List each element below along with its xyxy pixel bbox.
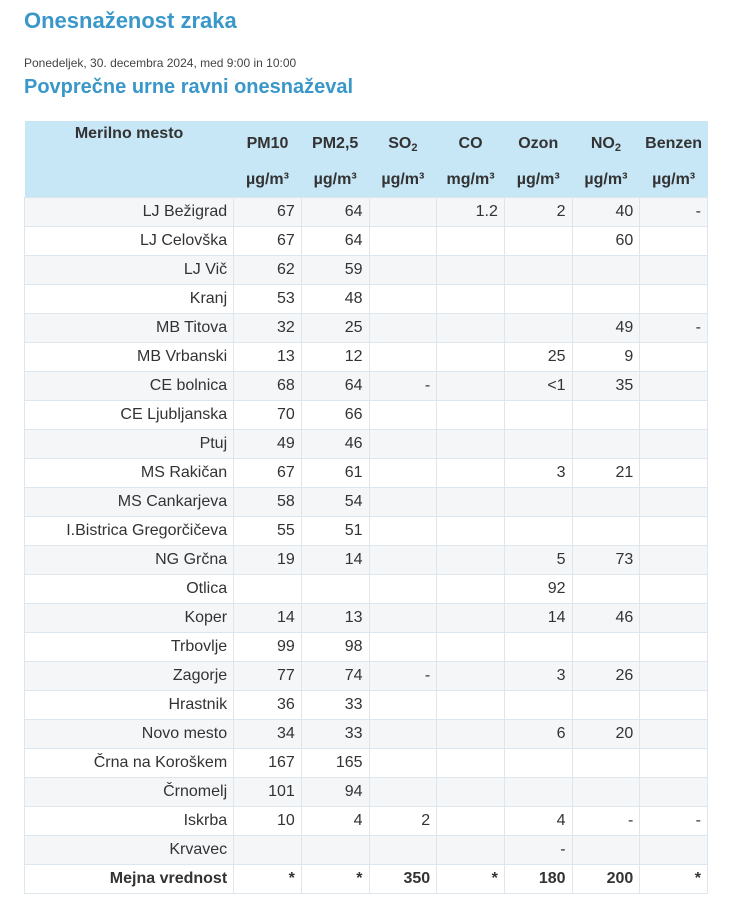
value-cell: -	[640, 198, 708, 227]
value-cell	[437, 488, 505, 517]
value-cell	[640, 227, 708, 256]
value-cell: 180	[504, 865, 572, 894]
table-row	[25, 372, 708, 401]
site-name: Iskrba	[25, 807, 234, 836]
table-row	[25, 720, 708, 749]
column-unit-1: µg/m³	[301, 163, 369, 198]
column-name: PM10	[246, 135, 289, 152]
value-cell	[369, 430, 437, 459]
value-cell: 25	[504, 343, 572, 372]
value-cell	[640, 691, 708, 720]
value-cell: 64	[301, 372, 369, 401]
site-name: CE Ljubljanska	[25, 401, 234, 430]
value-cell: 92	[504, 575, 572, 604]
column-unit-4: µg/m³	[504, 163, 572, 198]
value-cell	[369, 604, 437, 633]
value-cell	[234, 836, 302, 865]
value-cell	[572, 256, 640, 285]
value-cell: 101	[234, 778, 302, 807]
column-header-1	[301, 121, 369, 163]
value-cell	[640, 488, 708, 517]
value-cell	[640, 285, 708, 314]
value-cell: 48	[301, 285, 369, 314]
value-cell	[369, 314, 437, 343]
value-cell	[640, 372, 708, 401]
table-row	[25, 285, 708, 314]
header-row-names	[25, 121, 708, 163]
value-cell: 200	[572, 865, 640, 894]
value-cell: 14	[234, 604, 302, 633]
value-cell: 36	[234, 691, 302, 720]
table-subtitle: Povprečne urne ravni onesnaževal	[24, 76, 354, 98]
value-cell: 77	[234, 662, 302, 691]
column-subscript: 2	[411, 141, 418, 154]
value-cell	[301, 836, 369, 865]
value-cell: 40	[572, 198, 640, 227]
value-cell	[640, 517, 708, 546]
value-cell	[640, 778, 708, 807]
value-cell	[437, 343, 505, 372]
value-cell	[437, 778, 505, 807]
value-cell: 73	[572, 546, 640, 575]
value-cell: 2	[369, 807, 437, 836]
value-cell: -	[640, 314, 708, 343]
value-cell	[369, 691, 437, 720]
column-header-0	[234, 121, 302, 163]
value-cell	[504, 633, 572, 662]
value-cell: 49	[234, 430, 302, 459]
value-cell	[504, 517, 572, 546]
value-cell: 67	[234, 198, 302, 227]
value-cell	[640, 459, 708, 488]
column-header-6	[640, 121, 708, 163]
column-header-5	[572, 121, 640, 163]
value-cell: 60	[572, 227, 640, 256]
table-row	[25, 198, 708, 227]
value-cell	[504, 749, 572, 778]
value-cell: <1	[504, 372, 572, 401]
value-cell	[234, 575, 302, 604]
value-cell: 33	[301, 691, 369, 720]
table-row	[25, 227, 708, 256]
column-header-4	[504, 121, 572, 163]
value-cell	[437, 749, 505, 778]
value-cell	[437, 546, 505, 575]
value-cell	[369, 633, 437, 662]
value-cell	[437, 459, 505, 488]
column-name: SO	[388, 134, 412, 152]
value-cell	[640, 430, 708, 459]
value-cell	[572, 517, 640, 546]
value-cell: *	[437, 865, 505, 894]
table-body	[25, 198, 708, 894]
value-cell	[437, 691, 505, 720]
value-cell	[369, 227, 437, 256]
value-cell: 62	[234, 256, 302, 285]
value-cell: 1.2	[437, 198, 505, 227]
value-cell: 59	[301, 256, 369, 285]
value-cell	[572, 430, 640, 459]
site-name: Otlica	[25, 575, 234, 604]
site-name: Hrastnik	[25, 691, 234, 720]
value-cell	[572, 778, 640, 807]
site-name: CE bolnica	[25, 372, 234, 401]
value-cell	[437, 372, 505, 401]
site-name: LJ Vič	[25, 256, 234, 285]
site-name: MB Titova	[25, 314, 234, 343]
value-cell	[572, 836, 640, 865]
value-cell: 61	[301, 459, 369, 488]
value-cell: 33	[301, 720, 369, 749]
measurement-date: Ponedeljek, 30. decembra 2024, med 9:00 in 10:00	[24, 56, 297, 70]
value-cell: 94	[301, 778, 369, 807]
column-name: CO	[458, 135, 483, 152]
table-row	[25, 633, 708, 662]
value-cell: 58	[234, 488, 302, 517]
site-name: Koper	[25, 604, 234, 633]
table-row	[25, 401, 708, 430]
value-cell: 54	[301, 488, 369, 517]
table-row	[25, 662, 708, 691]
value-cell	[369, 575, 437, 604]
value-cell	[437, 285, 505, 314]
site-name: Novo mesto	[25, 720, 234, 749]
value-cell	[572, 633, 640, 662]
value-cell	[369, 256, 437, 285]
value-cell	[640, 546, 708, 575]
value-cell	[504, 314, 572, 343]
value-cell: 49	[572, 314, 640, 343]
value-cell: 10	[234, 807, 302, 836]
table-row	[25, 314, 708, 343]
value-cell	[504, 285, 572, 314]
value-cell: 13	[301, 604, 369, 633]
value-cell	[504, 488, 572, 517]
value-cell	[437, 662, 505, 691]
value-cell	[572, 575, 640, 604]
value-cell: 64	[301, 227, 369, 256]
column-header-2	[369, 121, 437, 163]
table-row	[25, 836, 708, 865]
value-cell	[572, 285, 640, 314]
value-cell	[572, 488, 640, 517]
value-cell: 64	[301, 198, 369, 227]
value-cell: 4	[301, 807, 369, 836]
value-cell	[437, 401, 505, 430]
column-name: PM2,5	[312, 135, 359, 152]
value-cell: 51	[301, 517, 369, 546]
column-unit-2: µg/m³	[369, 163, 437, 198]
value-cell: 98	[301, 633, 369, 662]
value-cell	[504, 430, 572, 459]
column-unit-5: µg/m³	[572, 163, 640, 198]
value-cell: 55	[234, 517, 302, 546]
value-cell	[369, 198, 437, 227]
value-cell: 13	[234, 343, 302, 372]
column-header-3	[437, 121, 505, 163]
table-row	[25, 604, 708, 633]
table-row	[25, 430, 708, 459]
value-cell	[301, 575, 369, 604]
table-row	[25, 517, 708, 546]
value-cell: 20	[572, 720, 640, 749]
site-name: Kranj	[25, 285, 234, 314]
value-cell	[369, 836, 437, 865]
value-cell: 19	[234, 546, 302, 575]
value-cell	[640, 575, 708, 604]
site-name: I.Bistrica Gregorčičeva	[25, 517, 234, 546]
column-subscript: 2	[614, 141, 621, 154]
value-cell	[572, 749, 640, 778]
value-cell: -	[369, 662, 437, 691]
value-cell	[437, 256, 505, 285]
site-column-header: Merilno mesto	[25, 121, 234, 198]
value-cell: 34	[234, 720, 302, 749]
value-cell	[437, 314, 505, 343]
value-cell	[437, 633, 505, 662]
value-cell	[437, 430, 505, 459]
value-cell: 53	[234, 285, 302, 314]
value-cell	[369, 285, 437, 314]
value-cell: -	[504, 836, 572, 865]
column-name: Ozon	[518, 135, 559, 152]
value-cell: 67	[234, 227, 302, 256]
limit-value-row	[25, 865, 708, 894]
column-unit-6: µg/m³	[640, 163, 708, 198]
value-cell	[640, 749, 708, 778]
value-cell	[572, 691, 640, 720]
column-unit-3: mg/m³	[437, 163, 505, 198]
value-cell	[369, 459, 437, 488]
value-cell	[504, 691, 572, 720]
value-cell	[640, 662, 708, 691]
value-cell	[640, 604, 708, 633]
value-cell	[369, 517, 437, 546]
value-cell: 68	[234, 372, 302, 401]
value-cell: 32	[234, 314, 302, 343]
value-cell	[640, 720, 708, 749]
table-row	[25, 488, 708, 517]
value-cell: 14	[504, 604, 572, 633]
column-name: Benzen	[645, 135, 703, 152]
value-cell	[437, 807, 505, 836]
value-cell: 35	[572, 372, 640, 401]
value-cell	[504, 778, 572, 807]
value-cell	[504, 256, 572, 285]
table-row	[25, 749, 708, 778]
value-cell	[437, 575, 505, 604]
value-cell	[437, 720, 505, 749]
value-cell	[504, 227, 572, 256]
site-name: Trbovlje	[25, 633, 234, 662]
site-name: LJ Celovška	[25, 227, 234, 256]
value-cell	[640, 343, 708, 372]
site-name: MS Cankarjeva	[25, 488, 234, 517]
value-cell: 165	[301, 749, 369, 778]
value-cell	[369, 720, 437, 749]
value-cell	[504, 401, 572, 430]
value-cell	[437, 517, 505, 546]
value-cell	[369, 488, 437, 517]
value-cell	[640, 633, 708, 662]
value-cell	[640, 256, 708, 285]
site-name: Črnomelj	[25, 778, 234, 807]
table-row	[25, 546, 708, 575]
table-row	[25, 691, 708, 720]
site-name: Ptuj	[25, 430, 234, 459]
value-cell: 26	[572, 662, 640, 691]
value-cell: 6	[504, 720, 572, 749]
column-name: NO	[590, 134, 615, 152]
page-title: Onesnaženost zraka	[24, 8, 237, 33]
value-cell: 3	[504, 459, 572, 488]
value-cell: 67	[234, 459, 302, 488]
value-cell	[369, 778, 437, 807]
value-cell: 70	[234, 401, 302, 430]
value-cell	[369, 546, 437, 575]
value-cell: 46	[301, 430, 369, 459]
site-name: Črna na Koroškem	[25, 749, 234, 778]
site-name: MS Rakičan	[25, 459, 234, 488]
value-cell: 167	[234, 749, 302, 778]
table-row	[25, 459, 708, 488]
value-cell: -	[572, 807, 640, 836]
site-name: NG Grčna	[25, 546, 234, 575]
value-cell	[640, 836, 708, 865]
site-name: LJ Bežigrad	[25, 198, 234, 227]
value-cell	[640, 401, 708, 430]
value-cell: 9	[572, 343, 640, 372]
value-cell: *	[234, 865, 302, 894]
value-cell: 74	[301, 662, 369, 691]
value-cell: 46	[572, 604, 640, 633]
column-unit-0: µg/m³	[234, 163, 302, 198]
value-cell: 350	[369, 865, 437, 894]
table-row	[25, 807, 708, 836]
value-cell	[437, 836, 505, 865]
value-cell: 21	[572, 459, 640, 488]
value-cell	[572, 401, 640, 430]
value-cell: 99	[234, 633, 302, 662]
site-name: Krvavec	[25, 836, 234, 865]
value-cell	[369, 401, 437, 430]
table-row	[25, 256, 708, 285]
table-row	[25, 778, 708, 807]
value-cell	[369, 749, 437, 778]
site-name: Mejna vrednost	[25, 865, 234, 894]
table-row	[25, 575, 708, 604]
value-cell: 25	[301, 314, 369, 343]
value-cell: *	[640, 865, 708, 894]
value-cell: 14	[301, 546, 369, 575]
value-cell	[437, 604, 505, 633]
site-name: MB Vrbanski	[25, 343, 234, 372]
value-cell: *	[301, 865, 369, 894]
table-row	[25, 343, 708, 372]
value-cell: 3	[504, 662, 572, 691]
value-cell	[437, 227, 505, 256]
value-cell	[369, 343, 437, 372]
value-cell: -	[640, 807, 708, 836]
value-cell: -	[369, 372, 437, 401]
value-cell: 4	[504, 807, 572, 836]
pollution-table	[24, 121, 708, 894]
value-cell: 12	[301, 343, 369, 372]
site-name: Zagorje	[25, 662, 234, 691]
value-cell: 5	[504, 546, 572, 575]
value-cell: 66	[301, 401, 369, 430]
value-cell: 2	[504, 198, 572, 227]
